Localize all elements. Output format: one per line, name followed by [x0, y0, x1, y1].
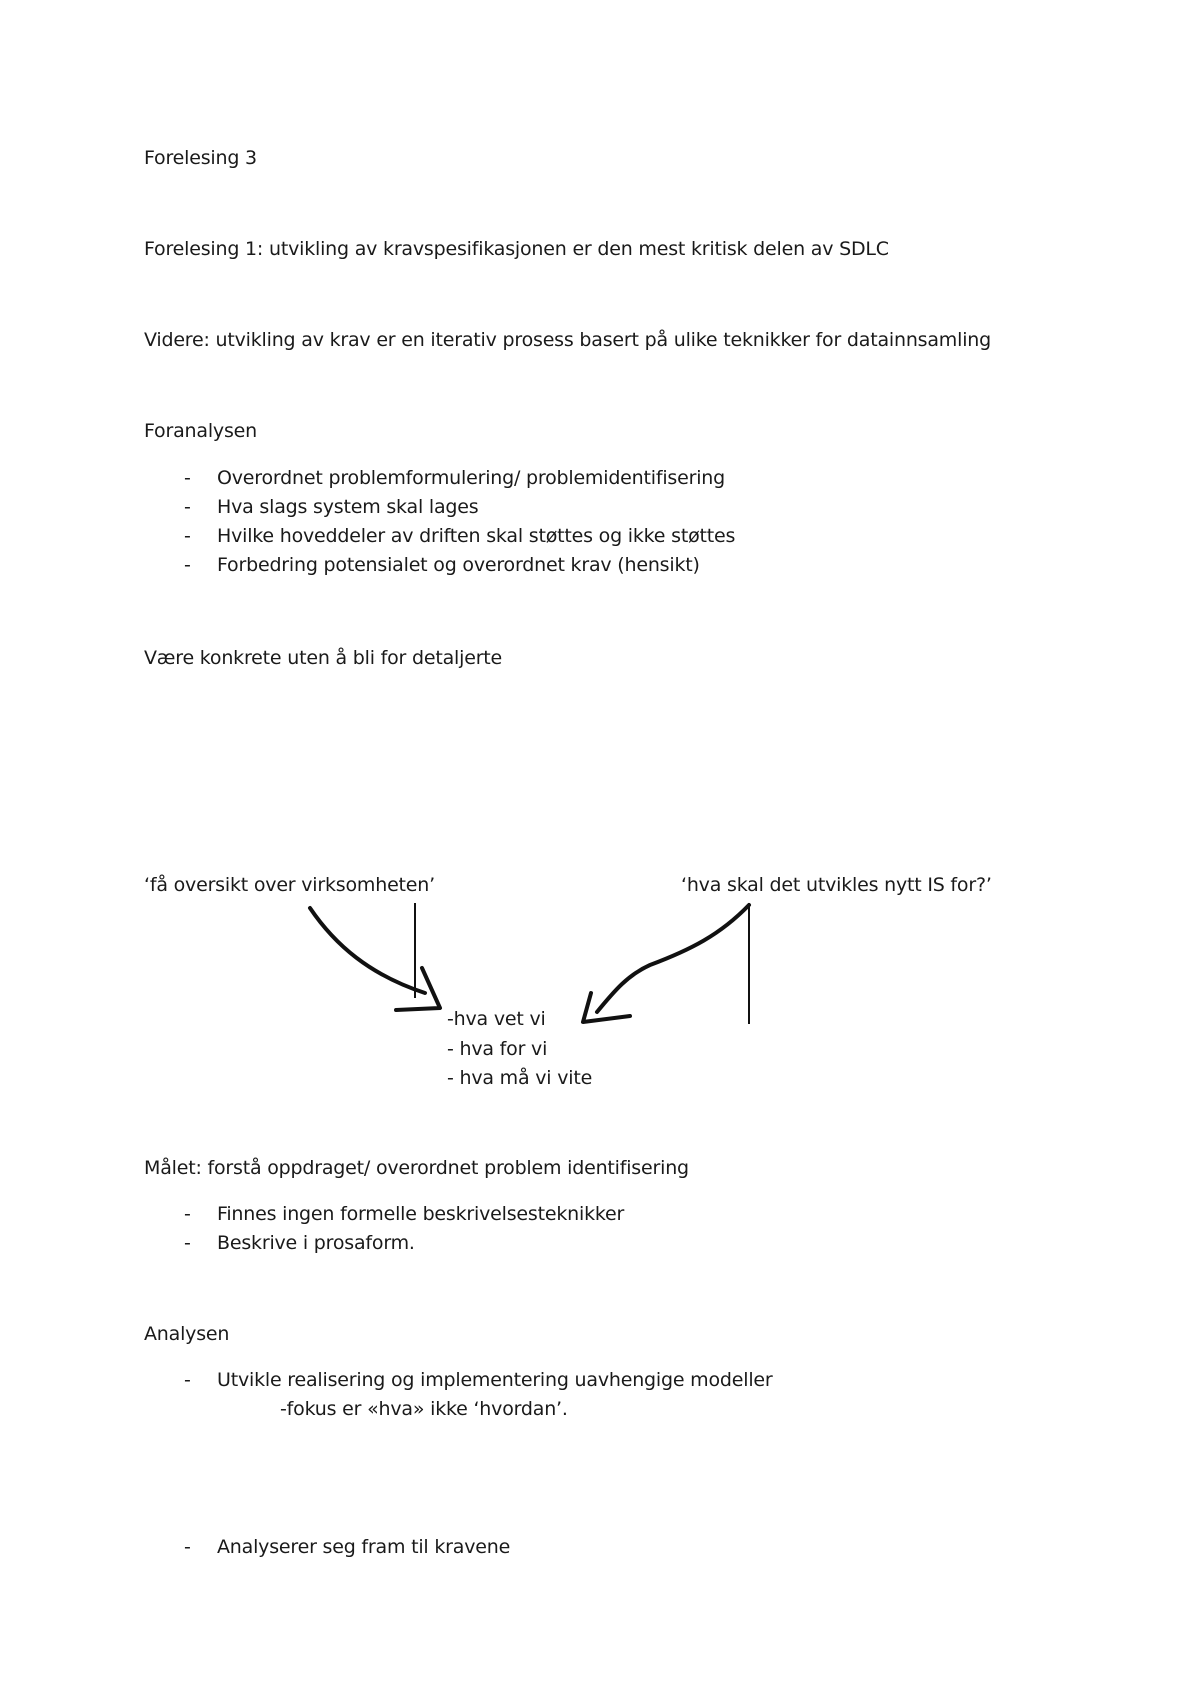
sub-item: -fokus er «hva» ikke ‘hvordan’. [280, 1398, 568, 1420]
paragraph-forelesing-1: Forelesing 1: utvikling av kravspesifikasjonen er den mest kritisk delen av SDLC [144, 238, 889, 260]
paragraph-videre: Videre: utvikling av krav er en iterativ prosess basert på ulike teknikker for datainnsamling [144, 329, 991, 351]
list-item: Utvikle realisering og implementering uavhengige modeller [217, 1369, 773, 1391]
list-item: Hva slags system skal lages [217, 496, 479, 518]
bullet-dash: - [184, 1232, 191, 1254]
list-item: Finnes ingen formelle beskrivelsesteknikker [217, 1203, 625, 1225]
diagram-left-label: ‘få oversikt over virksomheten’ [144, 874, 435, 896]
diagram-right-label: ‘hva skal det utvikles nytt IS for?’ [681, 874, 992, 896]
diagram-center-line: - hva må vi vite [447, 1067, 593, 1089]
bullet-dash: - [184, 1369, 191, 1391]
list-item: Analyserer seg fram til kravene [217, 1536, 511, 1558]
bullet-dash: - [184, 1203, 191, 1225]
arrowhead-left [396, 968, 440, 1010]
heading-analysen: Analysen [144, 1323, 230, 1345]
heading-maalet: Målet: forstå oppdraget/ overordnet problem identifisering [144, 1157, 689, 1179]
bullet-dash: - [184, 525, 191, 547]
bullet-dash: - [184, 554, 191, 576]
list-item: Overordnet problemformulering/ problemidentifisering [217, 467, 725, 489]
list-item: Forbedring potensialet og overordnet krav (hensikt) [217, 554, 700, 576]
document-title: Forelesing 3 [144, 147, 257, 169]
bullet-dash: - [184, 496, 191, 518]
arrowhead-right [583, 993, 630, 1022]
list-item: Beskrive i prosaform. [217, 1232, 415, 1254]
bullet-dash: - [184, 1536, 191, 1558]
curved-arrow-left [310, 908, 425, 993]
list-item: Hvilke hoveddeler av driften skal støttes og ikke støttes [217, 525, 736, 547]
diagram-center-line: -hva vet vi [447, 1008, 546, 1030]
curved-arrow-right [597, 905, 749, 1012]
heading-foranalysen: Foranalysen [144, 420, 257, 442]
paragraph-konkrete: Være konkrete uten å bli for detaljerte [144, 647, 503, 669]
diagram-center-line: - hva for vi [447, 1038, 548, 1060]
bullet-dash: - [184, 467, 191, 489]
